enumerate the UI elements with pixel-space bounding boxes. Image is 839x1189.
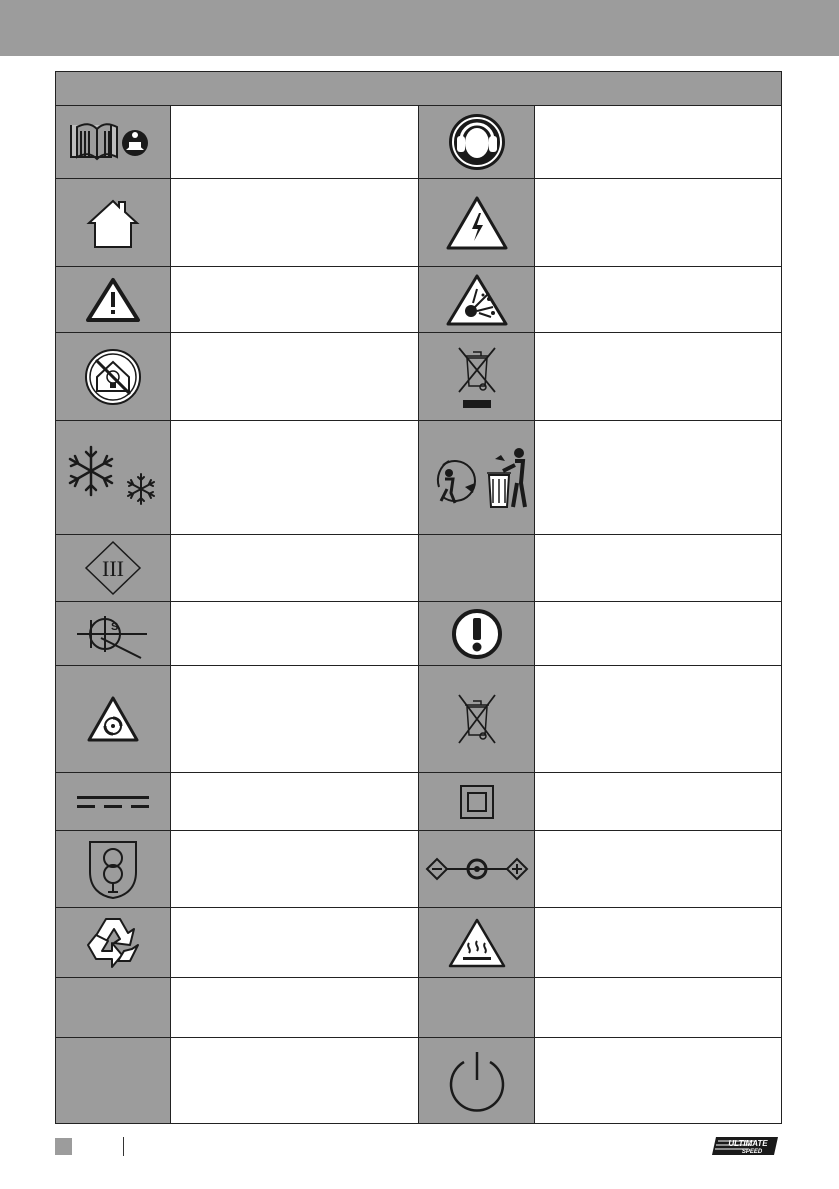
ultimate-speed-logo [712,1135,780,1157]
table-row [56,908,782,978]
right-description [535,773,782,831]
symbols-table [55,71,782,1124]
table-row [56,666,782,773]
left-description [171,267,419,333]
top-header-band [0,0,839,56]
protection-class-3-icon [56,535,171,602]
direct-current-icon [56,773,171,831]
left-description [171,978,419,1038]
left-description [171,106,419,179]
right-description [535,602,782,666]
recycling-arrows-icon [56,908,171,978]
left-description [171,666,419,773]
right-description [535,333,782,421]
no-lamp-indoor-icon [56,333,171,421]
table-row [56,421,782,535]
page-number-box [55,1138,72,1155]
weee-bin-with-bar-icon [419,333,535,421]
left-description [171,1038,419,1124]
left-description [171,179,419,267]
protection-class-2-icon [419,773,535,831]
empty-icon-cell [56,978,171,1038]
weee-bin-icon [419,666,535,773]
notice-exclamation-icon [419,602,535,666]
right-description [535,535,782,602]
left-description [171,831,419,908]
right-description [535,267,782,333]
left-description [171,773,419,831]
left-description [171,333,419,421]
table-header [56,72,782,106]
ear-protection-icon [419,106,535,179]
hot-surface-warning-icon [419,908,535,978]
table-row [56,106,782,179]
left-description [171,535,419,602]
thermal-fuse-icon [56,602,171,666]
table-row [56,333,782,421]
right-description [535,831,782,908]
table-row [56,267,782,333]
explosion-warning-icon [419,267,535,333]
snowflakes-icon [56,421,171,535]
right-description [535,978,782,1038]
rotating-parts-warning-icon [56,666,171,773]
indoor-use-house-icon [56,179,171,267]
table-row [56,831,782,908]
triman-recycling-icon [419,421,535,535]
right-description [535,1038,782,1124]
read-manual-icons [56,106,171,179]
svg-text:SPEED: SPEED [741,1149,763,1155]
svg-text:ULTIMATE: ULTIMATE [728,1139,768,1148]
left-description [171,421,419,535]
empty-icon-cell [419,535,535,602]
right-description [535,908,782,978]
power-button-icon [419,1038,535,1124]
svg-text:III: III [102,556,124,581]
right-description [535,421,782,535]
empty-icon-cell [56,1038,171,1124]
table-row [56,535,782,602]
dc-polarity-icon [419,831,535,908]
empty-icon-cell [419,978,535,1038]
table-row [56,978,782,1038]
right-description [535,666,782,773]
table-row [56,1038,782,1124]
safety-transformer-icon [56,831,171,908]
right-description [535,179,782,267]
footer-divider [123,1137,124,1156]
electric-shock-warning-icon [419,179,535,267]
table-row [56,602,782,666]
table-row [56,179,782,267]
general-warning-icon [56,267,171,333]
table-row [56,773,782,831]
svg-text:S: S [111,620,119,633]
left-description [171,602,419,666]
left-description [171,908,419,978]
right-description [535,106,782,179]
